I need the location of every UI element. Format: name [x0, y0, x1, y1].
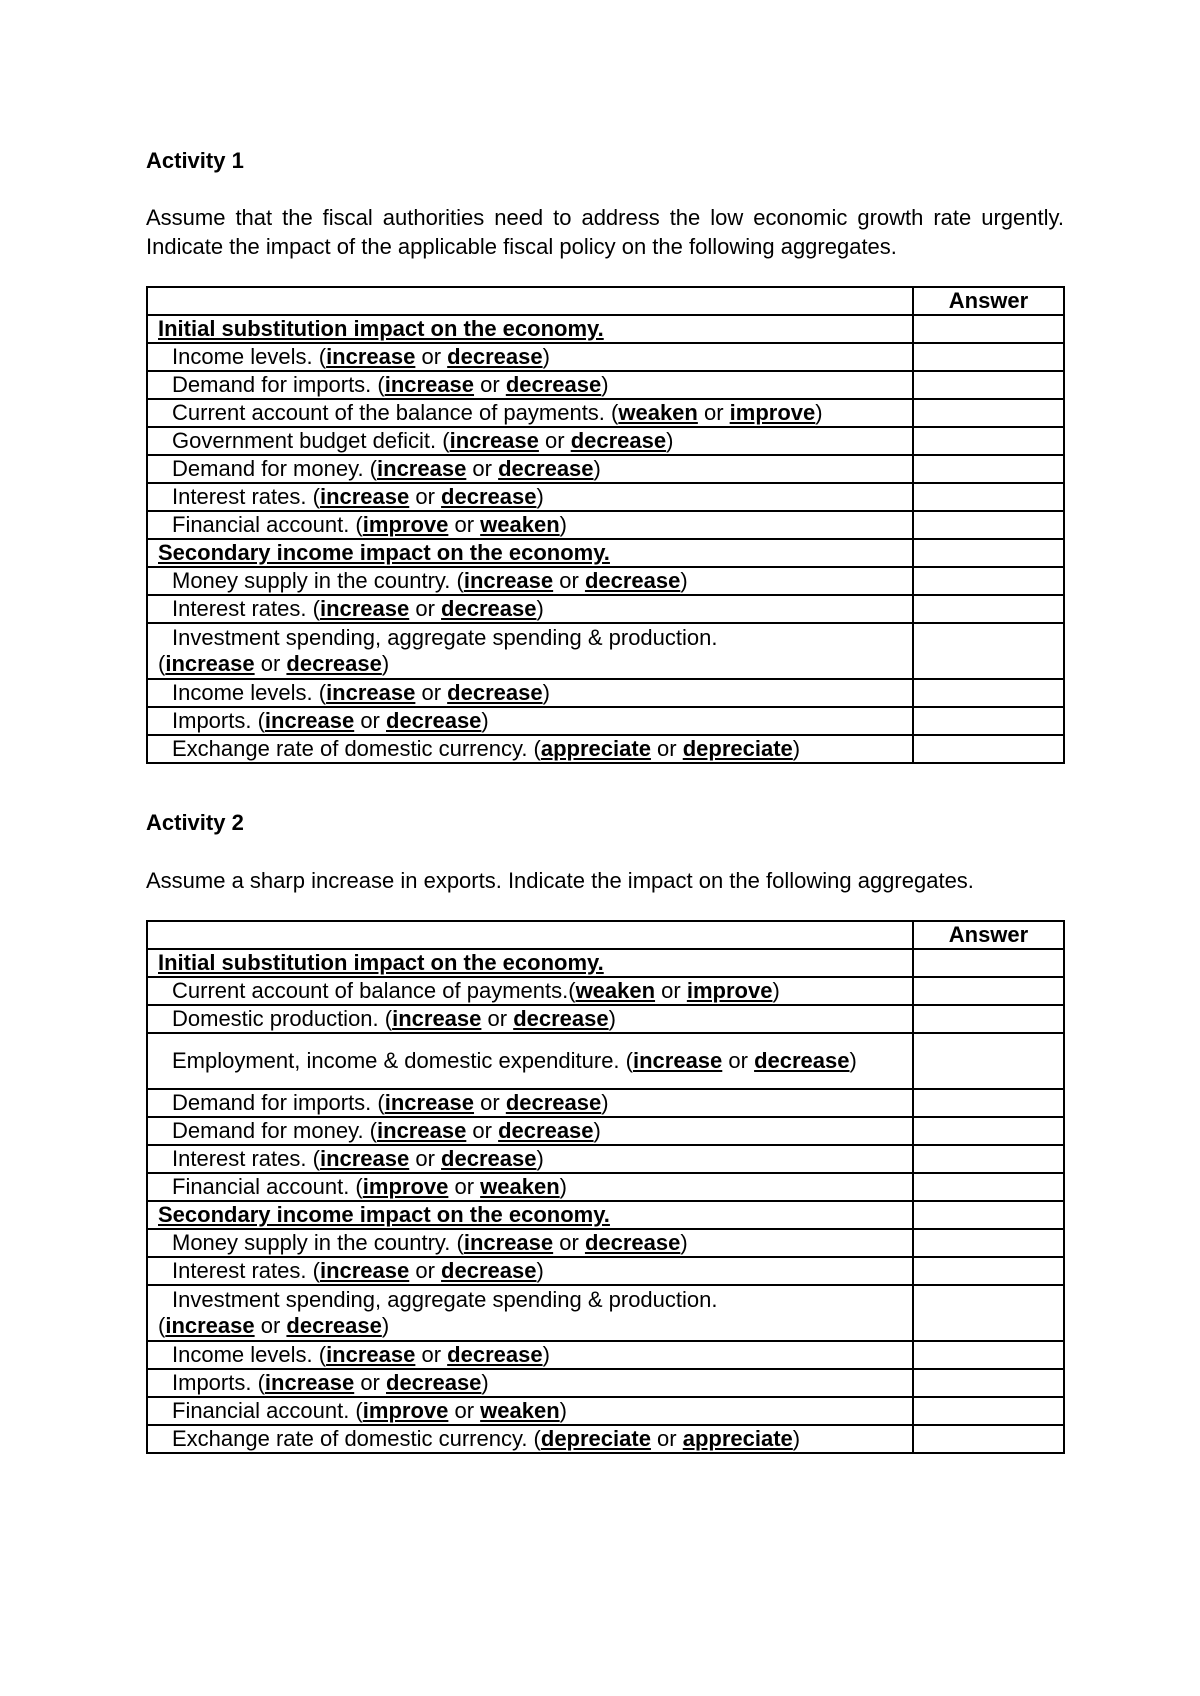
question-label [147, 427, 913, 455]
question-label [147, 1033, 913, 1089]
question-row [147, 1145, 1064, 1173]
option-separator: or [538, 428, 571, 453]
question-label [147, 1173, 913, 1201]
section-title: Initial substitution impact on the economy. [147, 315, 913, 343]
question-text [172, 1370, 489, 1395]
option-separator: or [448, 1398, 481, 1423]
question-label [147, 343, 913, 371]
question-suffix: ) [481, 1370, 489, 1395]
option-a: increase [463, 1230, 554, 1255]
section-row [147, 539, 1064, 567]
option-b: weaken [480, 1398, 560, 1423]
option-a: increase [392, 1006, 482, 1031]
header-blank-cell [147, 287, 913, 315]
answer-cell[interactable] [913, 483, 1064, 511]
activity-1-heading: Activity 1 [146, 148, 244, 173]
question-row [147, 567, 1064, 595]
question-row [147, 399, 1064, 427]
option-b: decrease [754, 1048, 850, 1073]
option-separator: or [409, 1146, 442, 1171]
question-label [147, 707, 913, 735]
question-row [147, 735, 1064, 763]
question-prefix: Money supply in the country. ( [172, 1230, 464, 1255]
question-suffix: ) [680, 568, 688, 593]
answer-cell[interactable] [913, 343, 1064, 371]
option-a: increase [449, 428, 539, 453]
question-text [172, 1146, 544, 1171]
question-text [158, 651, 389, 676]
option-separator: or [553, 1230, 585, 1255]
option-a: increase [326, 680, 416, 705]
option-b: decrease [584, 1230, 681, 1255]
answer-cell[interactable] [913, 1369, 1064, 1397]
question-row [147, 1341, 1064, 1369]
question-row [147, 1033, 1064, 1089]
option-b: decrease [505, 1090, 602, 1115]
question-label [147, 1005, 913, 1033]
question-suffix: ) [481, 708, 489, 733]
question-row [147, 343, 1064, 371]
question-text [158, 1048, 912, 1074]
question-suffix: ) [680, 1230, 688, 1255]
question-text [172, 1342, 550, 1367]
option-b: decrease [441, 596, 537, 621]
option-separator: or [474, 372, 506, 397]
section-title: Initial substitution impact on the economy. [147, 949, 913, 977]
question-label [147, 1257, 913, 1285]
option-b: decrease [498, 1118, 594, 1143]
question-row [147, 1397, 1064, 1425]
question-text [172, 1258, 544, 1283]
option-b: decrease [286, 1313, 382, 1338]
question-text [172, 1090, 609, 1115]
question-prefix: Current account of the balance of payments. ( [172, 400, 619, 425]
question-text [172, 456, 601, 481]
question-text [172, 1174, 567, 1199]
option-separator: or [409, 484, 442, 509]
option-b: depreciate [682, 736, 793, 761]
option-b: decrease [441, 1258, 537, 1283]
answer-cell[interactable] [913, 427, 1064, 455]
question-text [172, 596, 544, 621]
answer-cell[interactable] [913, 707, 1064, 735]
answer-cell[interactable] [913, 1117, 1064, 1145]
question-prefix: Income levels. ( [172, 680, 327, 705]
question-suffix: ) [381, 1313, 390, 1338]
question-prefix: Interest rates. ( [172, 1146, 320, 1171]
question-prefix: ( [158, 651, 166, 676]
question-prefix: Domestic production. ( [172, 1006, 393, 1031]
question-row [147, 595, 1064, 623]
question-row [147, 1229, 1064, 1257]
question-text [172, 1230, 688, 1255]
question-label [147, 1397, 913, 1425]
option-a: depreciate [540, 1426, 651, 1451]
answer-cell[interactable] [913, 595, 1064, 623]
option-a: increase [326, 1342, 416, 1367]
question-label [147, 455, 913, 483]
option-b: decrease [447, 1342, 543, 1367]
option-a: increase [377, 1118, 467, 1143]
answer-cell[interactable] [913, 977, 1064, 1005]
option-a: increase [319, 596, 410, 621]
answer-cell[interactable] [913, 1089, 1064, 1117]
answer-cell[interactable] [913, 679, 1064, 707]
question-row [147, 977, 1064, 1005]
question-label [147, 1229, 913, 1257]
option-separator: or [650, 736, 683, 761]
question-label [147, 483, 913, 511]
answer-cell[interactable] [913, 735, 1064, 763]
option-a: increase [165, 1313, 255, 1338]
question-prefix: Financial account. ( [172, 1398, 363, 1423]
answer-cell[interactable] [913, 1033, 1064, 1089]
question-row [147, 427, 1064, 455]
question-prefix: Interest rates. ( [172, 1258, 320, 1283]
question-suffix: ) [792, 736, 801, 761]
question-row [147, 623, 1064, 679]
answer-cell[interactable] [913, 511, 1064, 539]
question-suffix: ) [593, 1118, 601, 1143]
question-suffix: ) [536, 484, 544, 509]
table-header-row [147, 921, 1064, 949]
question-text [172, 736, 800, 761]
question-label [147, 371, 913, 399]
section-row [147, 949, 1064, 977]
question-row [147, 511, 1064, 539]
option-b: weaken [480, 1174, 560, 1199]
option-a: increase [319, 1146, 410, 1171]
option-b: improve [686, 978, 773, 1003]
option-b: decrease [386, 708, 482, 733]
question-suffix: ) [536, 1146, 544, 1171]
option-b: improve [729, 400, 816, 425]
option-b: decrease [513, 1006, 609, 1031]
option-a: increase [632, 1048, 723, 1073]
question-prefix: Imports. ( [172, 1370, 265, 1395]
option-a: increase [319, 1258, 410, 1283]
question-label [147, 1369, 913, 1397]
activity-2-intro: Assume a sharp increase in exports. Indicate the impact on the following aggregates. [146, 868, 974, 893]
option-b: decrease [447, 680, 543, 705]
question-prefix: Demand for money. ( [172, 456, 378, 481]
question-label [147, 399, 913, 427]
question-prefix: Money supply in the country. ( [172, 568, 464, 593]
option-b: decrease [441, 484, 537, 509]
question-text [172, 1398, 567, 1423]
answer-cell[interactable] [913, 1229, 1064, 1257]
question-label [147, 567, 913, 595]
section-title: Secondary income impact on the economy. [147, 539, 913, 567]
option-b: weaken [480, 512, 560, 537]
answer-cell[interactable] [913, 1425, 1064, 1453]
question-row [147, 1089, 1064, 1117]
activity-1-intro: Assume that the fiscal authorities need to address the low economic growth rate urgently. Indicate the impact of the applicable fiscal policy on the following aggregates. [146, 205, 1064, 259]
option-separator: or [415, 680, 448, 705]
question-text [172, 1426, 800, 1451]
question-suffix: ) [666, 428, 674, 453]
answer-header: Answer [913, 921, 1064, 949]
table-header-row [147, 287, 1064, 315]
question-row [147, 679, 1064, 707]
option-separator: or [697, 400, 730, 425]
question-label [147, 977, 913, 1005]
answer-cell[interactable] [913, 1341, 1064, 1369]
option-a: improve [362, 1398, 449, 1423]
question-text [172, 372, 609, 397]
question-row [147, 1369, 1064, 1397]
question-text [172, 568, 688, 593]
question-row [147, 1005, 1064, 1033]
option-a: increase [463, 568, 554, 593]
question-prefix: Interest rates. ( [172, 484, 320, 509]
question-suffix: ) [542, 680, 550, 705]
question-row [147, 1425, 1064, 1453]
activity-2-table-body [147, 921, 1064, 1453]
option-b: decrease [505, 372, 602, 397]
question-row [147, 1285, 1064, 1341]
answer-cell[interactable] [913, 949, 1064, 977]
question-text [172, 484, 544, 509]
section-row [147, 315, 1064, 343]
option-b: decrease [386, 1370, 482, 1395]
option-separator: or [650, 1426, 683, 1451]
option-a: increase [165, 651, 255, 676]
question-suffix: ) [601, 1090, 609, 1115]
answer-cell[interactable] [913, 399, 1064, 427]
answer-cell[interactable] [913, 315, 1064, 343]
activity-2-heading: Activity 2 [146, 810, 244, 835]
question-row [147, 483, 1064, 511]
option-separator: or [448, 512, 481, 537]
question-suffix: ) [849, 1048, 857, 1073]
option-b: appreciate [682, 1426, 793, 1451]
question-suffix: ) [536, 596, 544, 621]
question-label [147, 735, 913, 763]
question-text [172, 680, 550, 705]
answer-cell[interactable] [913, 1285, 1064, 1341]
question-text [172, 708, 489, 733]
option-separator: or [655, 978, 687, 1003]
option-separator: or [448, 1174, 481, 1199]
option-a: increase [319, 484, 410, 509]
question-prefix: Demand for money. ( [172, 1118, 378, 1143]
question-suffix: ) [381, 651, 390, 676]
question-text [172, 978, 780, 1003]
option-b: decrease [498, 456, 594, 481]
question-label [147, 595, 913, 623]
question-first-line: Investment spending, aggregate spending & production. [172, 1287, 718, 1312]
question-suffix: ) [608, 1006, 616, 1031]
question-text [172, 400, 823, 425]
question-row [147, 1257, 1064, 1285]
question-prefix: Exchange rate of domestic currency. ( [172, 736, 541, 761]
question-suffix: ) [559, 1174, 567, 1199]
option-a: weaken [618, 400, 698, 425]
answer-cell[interactable] [913, 1257, 1064, 1285]
question-text [172, 512, 567, 537]
section-row [147, 1201, 1064, 1229]
section-title: Secondary income impact on the economy. [147, 1201, 913, 1229]
question-text [172, 344, 550, 369]
answer-cell[interactable] [913, 1173, 1064, 1201]
question-label [147, 1425, 913, 1453]
question-suffix: ) [559, 1398, 567, 1423]
answer-cell[interactable] [913, 539, 1064, 567]
question-row [147, 1173, 1064, 1201]
option-a: weaken [575, 978, 656, 1003]
question-text [172, 1118, 601, 1143]
question-prefix: Income levels. ( [172, 1342, 327, 1367]
answer-cell[interactable] [913, 567, 1064, 595]
option-separator: or [254, 1313, 287, 1338]
answer-cell[interactable] [913, 1397, 1064, 1425]
question-row [147, 455, 1064, 483]
answer-header: Answer [913, 287, 1064, 315]
answer-cell[interactable] [913, 623, 1064, 679]
answer-cell[interactable] [913, 1201, 1064, 1229]
answer-cell[interactable] [913, 455, 1064, 483]
option-separator: or [254, 651, 287, 676]
option-separator: or [415, 344, 448, 369]
option-b: decrease [286, 651, 382, 676]
option-b: decrease [441, 1146, 537, 1171]
answer-cell[interactable] [913, 1005, 1064, 1033]
question-label [147, 1117, 913, 1145]
option-separator: or [466, 1118, 499, 1143]
option-separator: or [354, 1370, 386, 1395]
question-label [147, 1089, 913, 1117]
question-label [147, 679, 913, 707]
option-a: increase [384, 1090, 475, 1115]
question-suffix: ) [772, 978, 780, 1003]
question-prefix: Current account of balance of payments.( [172, 978, 576, 1003]
question-text [172, 428, 673, 453]
option-a: improve [362, 512, 449, 537]
option-separator: or [354, 708, 386, 733]
option-separator: or [409, 1258, 442, 1283]
option-a: appreciate [540, 736, 651, 761]
activity-2-table [146, 920, 1065, 1454]
question-prefix: Financial account. ( [172, 1174, 363, 1199]
option-separator: or [553, 568, 585, 593]
question-text [158, 1313, 389, 1338]
option-separator: or [466, 456, 499, 481]
question-prefix: Financial account. ( [172, 512, 363, 537]
question-prefix: Income levels. ( [172, 344, 327, 369]
activity-1-table-body [147, 287, 1064, 763]
option-separator: or [474, 1090, 506, 1115]
option-separator: or [722, 1048, 755, 1073]
question-label [147, 1145, 913, 1173]
option-a: increase [326, 344, 416, 369]
option-b: decrease [584, 568, 681, 593]
question-suffix: ) [601, 372, 609, 397]
question-label [147, 1341, 913, 1369]
question-label [147, 623, 913, 679]
question-prefix: Exchange rate of domestic currency. ( [172, 1426, 541, 1451]
question-prefix: ( [158, 1313, 166, 1338]
question-label [147, 1285, 913, 1341]
option-a: increase [264, 708, 355, 733]
question-suffix: ) [559, 512, 567, 537]
option-separator: or [481, 1006, 514, 1031]
question-row [147, 707, 1064, 735]
question-suffix: ) [792, 1426, 801, 1451]
question-prefix: Interest rates. ( [172, 596, 320, 621]
option-a: increase [264, 1370, 355, 1395]
question-text [172, 1006, 616, 1031]
option-a: increase [377, 456, 467, 481]
option-separator: or [415, 1342, 448, 1367]
question-suffix: ) [593, 456, 601, 481]
option-separator: or [409, 596, 442, 621]
question-prefix: Demand for imports. ( [172, 372, 385, 397]
header-blank-cell [147, 921, 913, 949]
option-a: increase [384, 372, 475, 397]
option-b: decrease [447, 344, 543, 369]
question-prefix: Government budget deficit. ( [172, 428, 450, 453]
question-suffix: ) [815, 400, 823, 425]
question-row [147, 1117, 1064, 1145]
question-label [147, 511, 913, 539]
answer-cell[interactable] [913, 371, 1064, 399]
question-suffix: ) [536, 1258, 544, 1283]
question-suffix: ) [542, 344, 550, 369]
question-suffix: ) [542, 1342, 550, 1367]
question-prefix: Demand for imports. ( [172, 1090, 385, 1115]
question-first-line: Investment spending, aggregate spending & production. [172, 625, 718, 650]
question-prefix: Employment, income & domestic expenditure. ( [172, 1048, 633, 1073]
activity-1-table [146, 286, 1065, 764]
option-b: decrease [570, 428, 667, 453]
question-row [147, 371, 1064, 399]
answer-cell[interactable] [913, 1145, 1064, 1173]
question-prefix: Imports. ( [172, 708, 265, 733]
option-a: improve [362, 1174, 449, 1199]
